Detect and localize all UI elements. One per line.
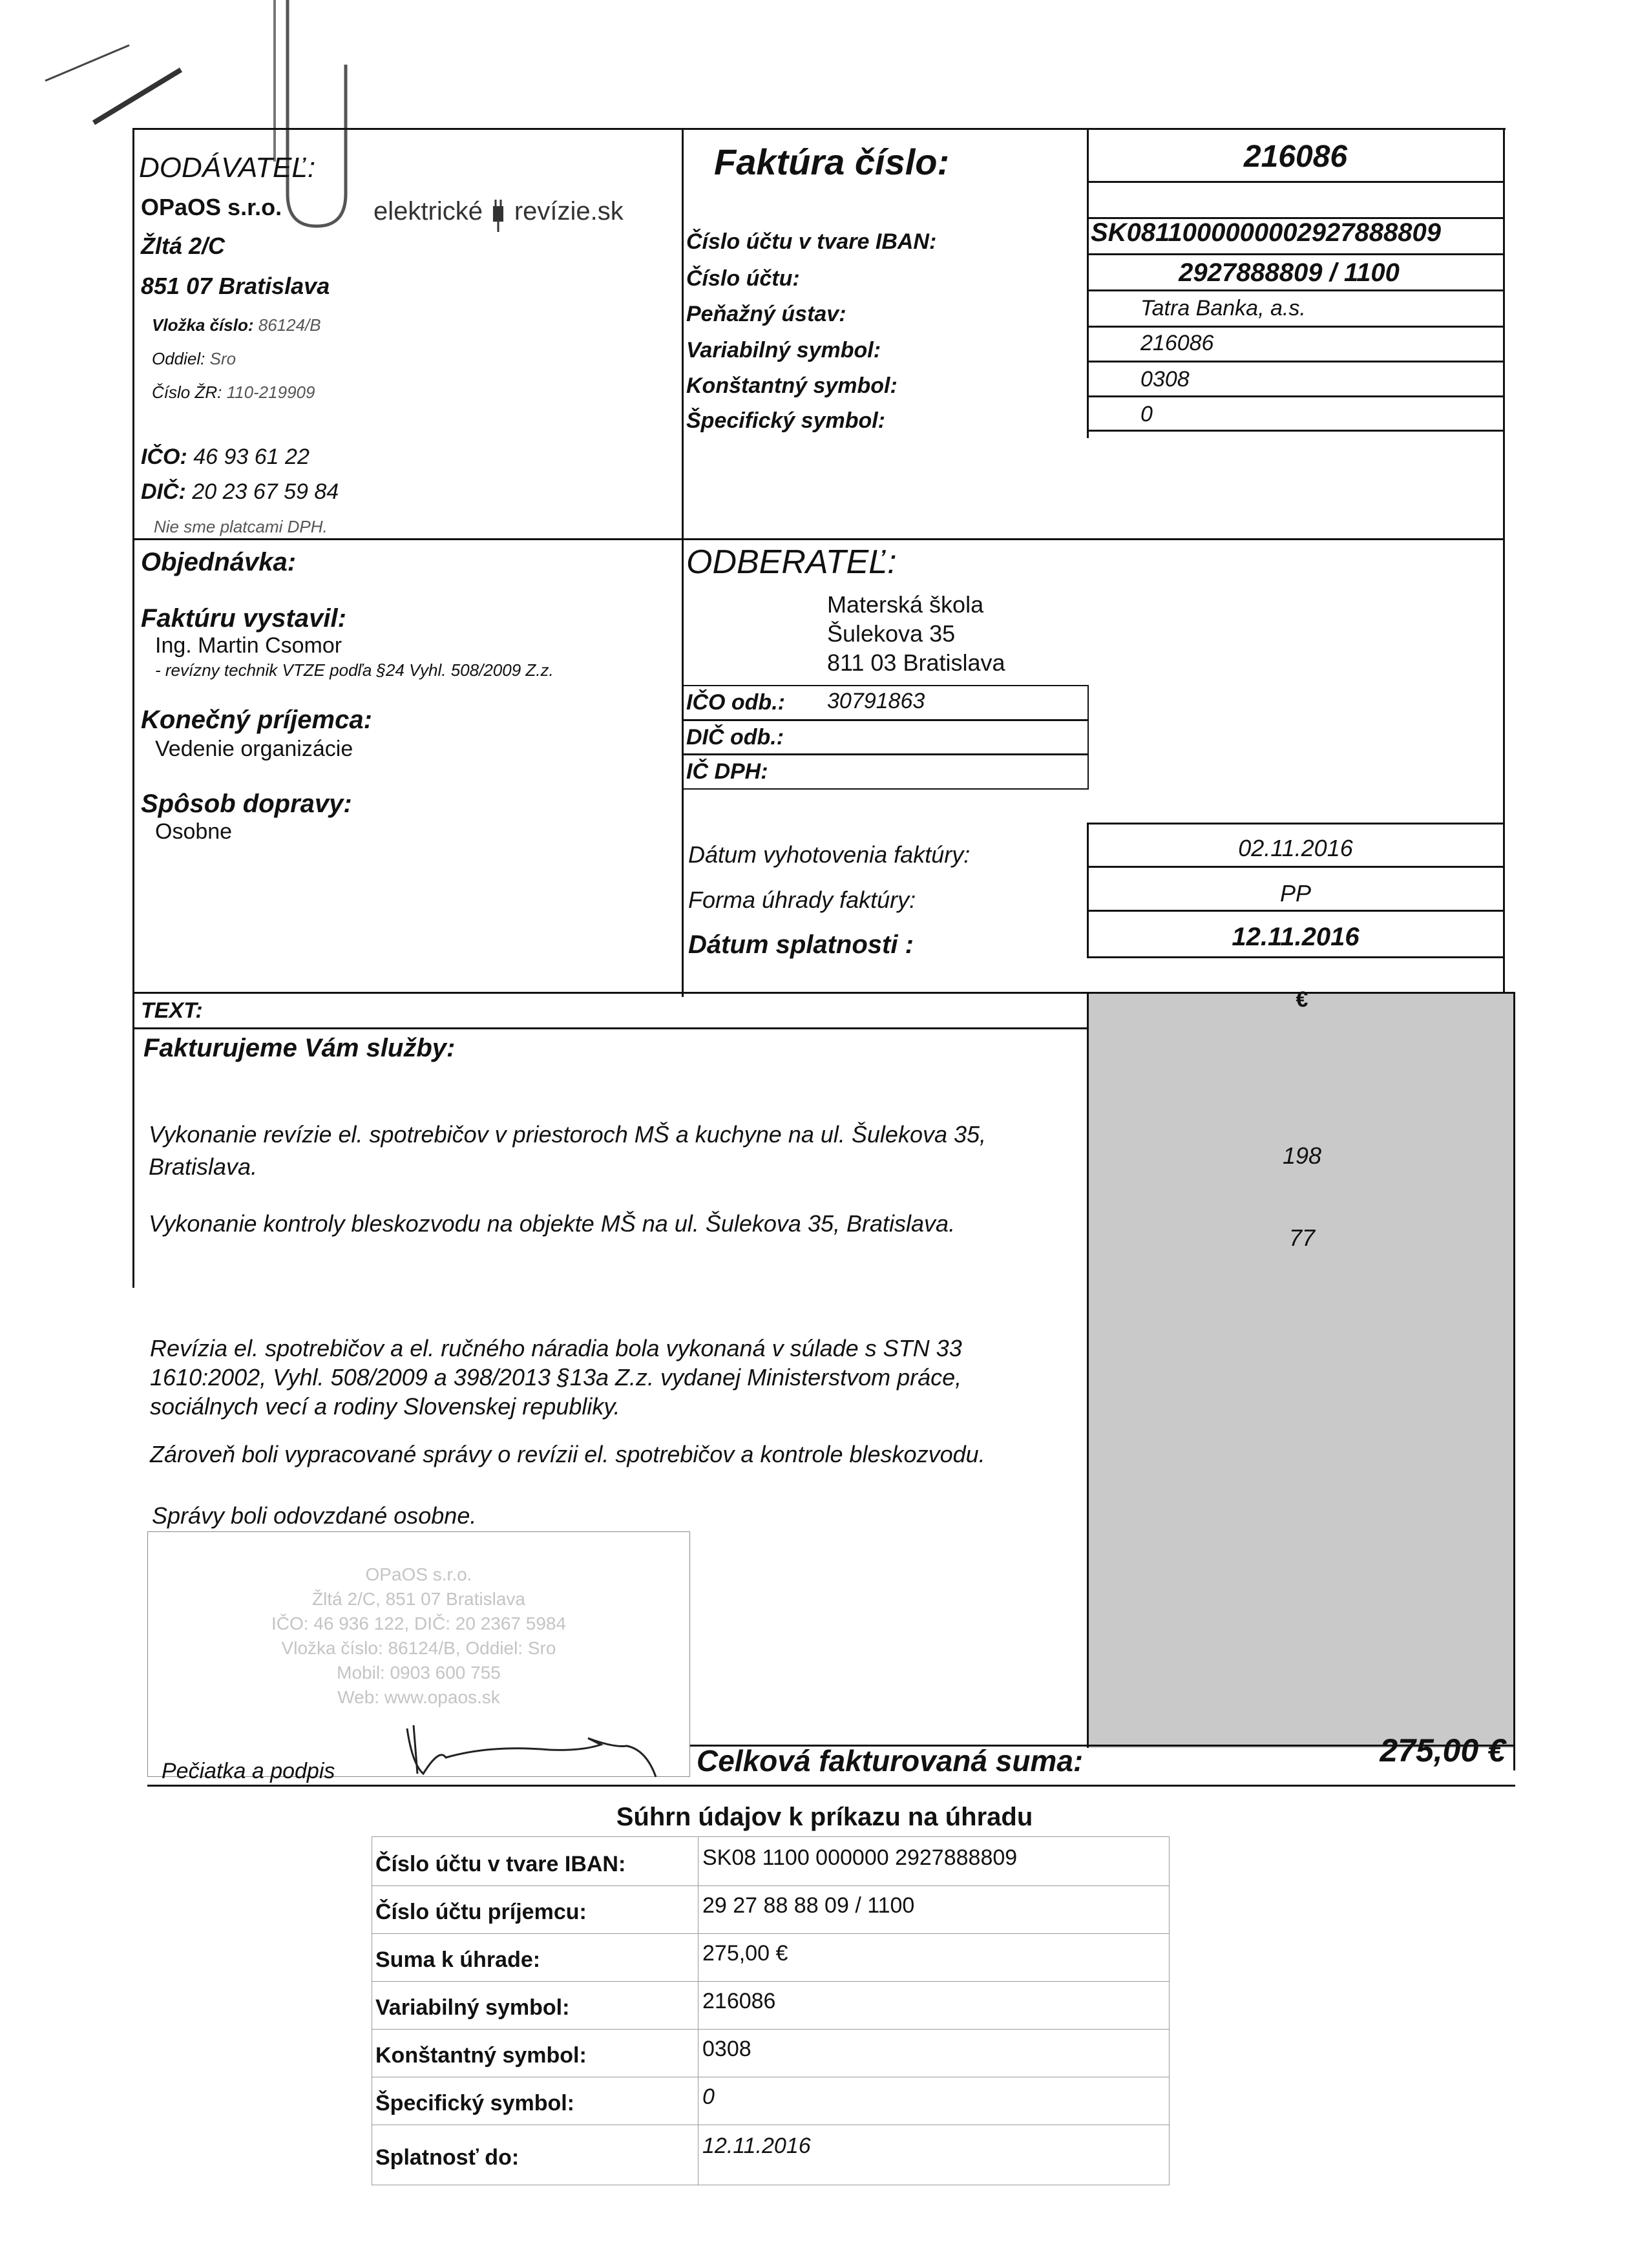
supplier-ico-value: 46 93 61 22	[193, 445, 310, 469]
items-intro: Fakturujeme Vám služby:	[143, 1034, 456, 1062]
total-value: 275,00 €	[1380, 1732, 1506, 1769]
summary-vs-label: Variabilný symbol:	[375, 1995, 570, 2020]
iban-label: Číslo účtu v tvare IBAN:	[686, 229, 937, 254]
note1-line1: Revízia el. spotrebičov a el. ručného náradia bola vykonaná v súlade s STN 33	[150, 1335, 962, 1361]
summary-vs-value: 216086	[702, 1989, 776, 2013]
vs-label: Variabilný symbol:	[686, 338, 881, 362]
vat-note: Nie sme platcami DPH.	[154, 517, 328, 536]
bank-value: Tatra Banka, a.s.	[1140, 296, 1306, 320]
item1-line1: Vykonanie revízie el. spotrebičov v priestoroch MŠ a kuchyne na ul. Šulekova 35,	[149, 1121, 987, 1148]
summary-ss-value: 0	[702, 2084, 715, 2109]
note1-line2: 1610:2002, Vyhl. 508/2009 a 398/2013 §13a Z.z. vydanej Ministerstvom práce,	[150, 1364, 962, 1391]
transport-value: Osobne	[155, 819, 233, 844]
summary-amount-label: Suma k úhrade:	[375, 1948, 541, 1972]
vlozka-label: Vložka číslo:	[152, 315, 254, 335]
company-logo	[373, 197, 624, 236]
text-header: TEXT:	[141, 998, 203, 1023]
supplier-name: OPaOS s.r.o.	[141, 194, 282, 220]
summary-account-label: Číslo účtu príjemcu:	[375, 1900, 587, 1924]
item2-amount: 77	[1288, 1224, 1316, 1251]
logo-text-left: elektrické	[373, 197, 483, 226]
ks-value: 0308	[1140, 367, 1190, 392]
zr-label: Číslo ŽR:	[152, 383, 222, 402]
customer-dic-label: DIČ odb.:	[686, 725, 784, 750]
summary-ss-label: Špecifický symbol:	[375, 2091, 575, 2116]
ks-label: Konštantný symbol:	[686, 373, 898, 398]
invoice-title: Faktúra číslo:	[714, 142, 950, 182]
customer-icdph-label: IČ DPH:	[686, 759, 768, 784]
summary-account-value: 29 27 88 88 09 / 1100	[702, 1893, 915, 1918]
account-label: Číslo účtu:	[686, 266, 800, 291]
supplier-heading: DODÁVATEĽ:	[139, 152, 316, 184]
oddiel-label: Oddiel:	[152, 349, 205, 368]
summary-ks-label: Konštantný symbol:	[375, 2043, 587, 2068]
summary-iban-label: Číslo účtu v tvare IBAN:	[375, 1852, 626, 1876]
issue-date-value: 02.11.2016	[1238, 835, 1353, 861]
customer-street: Šulekova 35	[827, 620, 956, 647]
supplier-dic-value: 20 23 67 59 84	[192, 479, 339, 504]
total-label: Celková fakturovaná suma:	[697, 1744, 1084, 1778]
stamp-line-5: Mobil: 0903 600 755	[337, 1663, 501, 1683]
ss-value: 0	[1140, 402, 1153, 426]
customer-ico-value: 30791863	[827, 689, 925, 713]
customer-city: 811 03 Bratislava	[827, 649, 1005, 676]
customer-heading: ODBERATEĽ:	[686, 543, 897, 581]
iban-value: SK0811000000002927888809	[1091, 218, 1442, 247]
issue-date-label: Dátum vyhotovenia faktúry:	[688, 841, 971, 868]
currency-header: €	[1296, 987, 1308, 1012]
stamp-line-1: OPaOS s.r.o.	[365, 1564, 472, 1584]
issued-by-name: Ing. Martin Csomor	[155, 633, 342, 658]
amount-column	[1089, 992, 1515, 1748]
issued-by-role: - revízny technik VTZE podľa §24 Vyhl. 508/2009 Z.z.	[155, 660, 554, 680]
note3: Správy boli odovzdané osobne.	[152, 1502, 477, 1529]
recipient-value: Vedenie organizácie	[155, 737, 353, 761]
account-value: 2927888809 / 1100	[1179, 258, 1400, 287]
transport-label: Spôsob dopravy:	[141, 790, 352, 818]
supplier-ico-label: IČO:	[141, 445, 187, 469]
item1-line2: Bratislava.	[149, 1153, 258, 1180]
stamp-line-3: IČO: 46 936 122, DIČ: 20 2367 5984	[271, 1613, 567, 1633]
invoice-number: 216086	[1243, 140, 1348, 174]
summary-table	[372, 1836, 1170, 2185]
logo-text-right: revízie.sk	[514, 197, 624, 226]
oddiel-value: Sro	[209, 349, 236, 368]
vlozka-value: 86124/B	[258, 315, 321, 335]
payment-form-label: Forma úhrady faktúry:	[688, 887, 916, 913]
recipient-label: Konečný príjemca:	[141, 706, 372, 734]
summary-due-label: Splatnosť do:	[375, 2145, 520, 2170]
summary-iban-value: SK08 1100 000000 2927888809	[702, 1845, 1018, 1870]
due-date-value: 12.11.2016	[1232, 923, 1360, 951]
due-date-label: Dátum splatnosti :	[688, 930, 914, 959]
vs-value: 216086	[1140, 331, 1214, 355]
supplier-dic-label: DIČ:	[141, 479, 186, 504]
supplier-street: Žltá 2/C	[141, 233, 226, 259]
stamp-line-6: Web: www.opaos.sk	[337, 1687, 500, 1707]
stamp-line-2: Žltá 2/C, 851 07 Bratislava	[312, 1589, 525, 1609]
pen-marks	[32, 26, 187, 129]
note2: Zároveň boli vypracované správy o revízii el. spotrebičov a kontrole bleskozvodu.	[150, 1441, 985, 1467]
customer-name: Materská škola	[827, 591, 984, 618]
plug-icon	[485, 197, 511, 236]
item2-text: Vykonanie kontroly bleskozvodu na objekte MŠ na ul. Šulekova 35, Bratislava.	[149, 1210, 956, 1237]
summary-amount-value: 275,00 €	[702, 1941, 788, 1966]
bank-label: Peňažný ústav:	[686, 302, 846, 326]
supplier-city: 851 07 Bratislava	[141, 273, 330, 299]
signature	[394, 1712, 672, 1783]
summary-due-value: 12.11.2016	[702, 2134, 811, 2158]
stamp-caption: Pečiatka a podpis	[162, 1759, 335, 1783]
stamp-line-4: Vložka číslo: 86124/B, Oddiel: Sro	[281, 1638, 556, 1658]
stamp	[147, 1562, 690, 1710]
item1-amount: 198	[1282, 1142, 1322, 1169]
order-label: Objednávka:	[141, 548, 297, 576]
issued-by-label: Faktúru vystavil:	[141, 604, 346, 633]
summary-ks-value: 0308	[702, 2037, 751, 2061]
zr-value: 110-219909	[226, 383, 315, 402]
summary-title: Súhrn údajov k príkazu na úhradu	[616, 1803, 1033, 1831]
ss-label: Špecifický symbol:	[686, 408, 886, 433]
note1-line3: sociálnych vecí a rodiny Slovenskej republiky.	[150, 1393, 620, 1420]
payment-form-value: PP	[1279, 880, 1312, 907]
customer-ico-label: IČO odb.:	[686, 690, 785, 715]
